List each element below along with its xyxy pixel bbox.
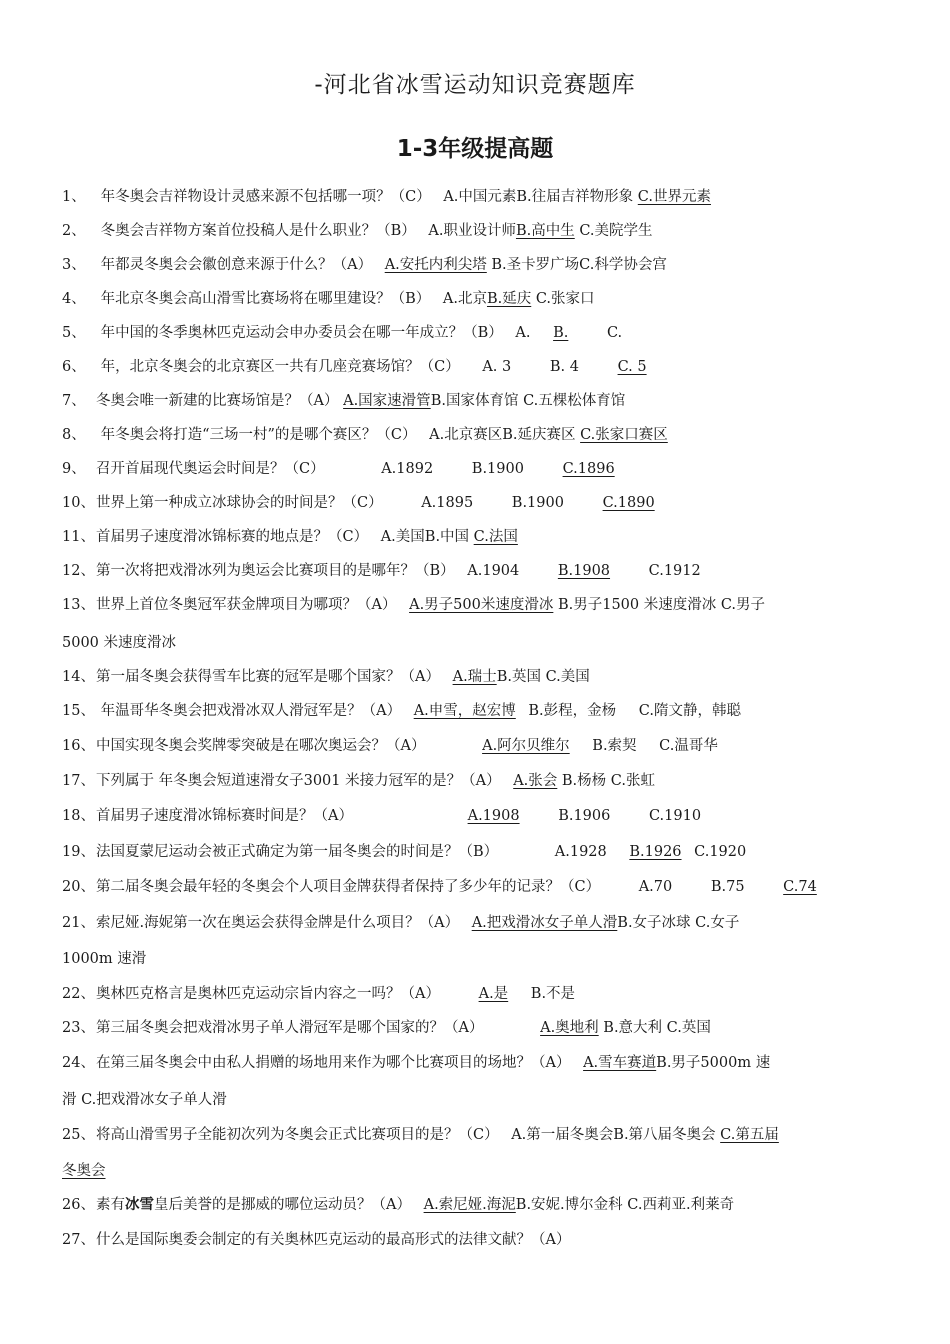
question-2 (62, 214, 888, 248)
option-b: B.彭程，金杨 (528, 703, 617, 719)
option-c: C.女子 (695, 915, 740, 931)
question-number: 13、 (62, 597, 95, 613)
option-b: B.杨杨 (561, 773, 607, 789)
option-b: B. (553, 325, 569, 341)
continuation-text: 5000 米速度滑冰 (62, 635, 177, 651)
continuation-text: 1000m 速滑 (62, 951, 147, 967)
question-number: 7、 (62, 393, 86, 409)
question-number: 18、 (62, 808, 95, 824)
option-b: B.第八届冬奥会 (613, 1127, 716, 1143)
option-a: A.男子500米速度滑冰 (409, 597, 554, 613)
option-c: C.西莉亚.利莱奇 (627, 1197, 735, 1213)
option-c: C. 5 (617, 359, 647, 375)
option-a: A.是 (478, 986, 509, 1002)
option-c: C.美院学生 (579, 223, 653, 239)
question-number: 11、 (62, 529, 95, 545)
option-a: A.1928 (554, 844, 607, 860)
question-14 (62, 660, 888, 694)
option-c: C.张家口 (535, 291, 595, 307)
option-c: C.74 (783, 879, 817, 895)
option-b: B.1906 (558, 808, 611, 824)
option-a: A.美国 (380, 529, 425, 545)
option-a: A.国家速滑管 (343, 393, 431, 409)
option-c: C.男子 (720, 597, 766, 613)
option-c: C.世界元素 (637, 189, 711, 205)
question-13 (62, 588, 888, 622)
question-number: 1、 (62, 189, 86, 205)
option-b: B.索契 (592, 738, 637, 754)
option-c: C.隋文静，韩聪 (638, 703, 741, 719)
question-text: 什么是国际奥委会制定的有关奥林匹克运动的最高形式的法律文献？（A） (96, 1232, 571, 1248)
question-6 (62, 350, 888, 384)
option-b: B.意大利 (603, 1020, 663, 1036)
question-19 (62, 835, 888, 869)
question-number: 20、 (62, 879, 95, 895)
option-b: B.延庆赛区 (502, 427, 576, 443)
option-c: C.1920 (694, 844, 747, 860)
question-number: 15、 (62, 703, 95, 719)
option-a: A.职业设计师 (428, 223, 516, 239)
question-text: 世界上首位冬奥冠军获金牌项目为哪项？（A） (96, 597, 397, 613)
option-c: C.张家口赛区 (580, 427, 668, 443)
option-b: B.不是 (530, 986, 576, 1002)
continuation-text: 冬奥会 (62, 1163, 106, 1179)
question-text: 世界上第一种成立冰球协会的时间是？（C） (96, 495, 383, 511)
question-24 (62, 1046, 888, 1080)
question-number: 16、 (62, 738, 95, 754)
question-10 (62, 486, 888, 520)
option-a: A.瑞士 (452, 669, 497, 685)
question-number: 22、 (62, 986, 95, 1002)
question-number: 12、 (62, 563, 95, 579)
question-25 (62, 1118, 888, 1152)
question-text: 第三届冬奥会把戏滑冰男子单人滑冠军是哪个国家的？（A） (96, 1020, 484, 1036)
option-c: C.1910 (648, 808, 702, 824)
question-number: 14、 (62, 669, 95, 685)
option-c: C.1896 (562, 461, 615, 477)
question-text: 年都灵冬奥会会徽创意来源于什么？（A） (100, 257, 373, 273)
question-text: 皇后美誉的是挪威的哪位运动员？（A） (154, 1197, 411, 1213)
question-13-continuation (62, 626, 888, 660)
option-a: A.奥地利 (540, 1020, 599, 1036)
document-title: -河北省冰雪运动知识竞赛题库 (314, 72, 636, 98)
question-text: 年冬奥会将打造“三场一村”的是哪个赛区？（C） (100, 427, 417, 443)
option-b: B.1900 (471, 461, 524, 477)
option-a: A.把戏滑冰女子单人滑 (471, 915, 618, 931)
option-b: B.国家体育馆 (430, 393, 519, 409)
option-b: B.1908 (557, 563, 611, 579)
document-subtitle: 1-3年级提高题 (396, 136, 554, 162)
question-number: 21、 (62, 915, 95, 931)
question-text: 法国夏蒙尼运动会被正式确定为第一届冬奥会的时间是？（B） (96, 844, 499, 860)
continuation-text: 滑 C.把戏滑冰女子单人滑 (62, 1092, 227, 1108)
option-b: B.英国 (496, 669, 541, 685)
question-number: 5、 (62, 325, 86, 341)
question-text: 首届男子速度滑冰锦标赛时间是？（A） (96, 808, 353, 824)
question-12 (62, 554, 888, 588)
option-c: C.英国 (666, 1020, 711, 1036)
question-text: 召开首届现代奥运会时间是？（C） (96, 461, 325, 477)
option-a: A.第一届冬奥会 (511, 1127, 614, 1143)
option-a: A. 3 (482, 359, 512, 375)
question-17 (62, 764, 888, 798)
question-22 (62, 977, 888, 1011)
question-text: 下列属于 年冬奥会短道速滑女子3001 米接力冠军的是？（A） (96, 773, 501, 789)
question-text: 索尼娅.海妮第一次在奥运会获得金牌是什么项目？（A） (96, 915, 460, 931)
question-text: 第一届冬奥会获得雪车比赛的冠军是哪个国家？（A） (96, 669, 440, 685)
option-a: A.1908 (467, 808, 520, 824)
question-text: 在第三届冬奥会中由私人捐赠的场地用来作为哪个比赛项目的场地？（A） (96, 1055, 571, 1071)
question-number: 17、 (62, 773, 95, 789)
question-26 (62, 1188, 888, 1222)
option-a: A.1904 (467, 563, 520, 579)
question-20 (62, 870, 888, 904)
option-a: A.雪车赛道 (583, 1055, 657, 1071)
option-a: A.1892 (381, 461, 434, 477)
question-number: 8、 (62, 427, 86, 443)
option-c: C.第五届 (720, 1127, 779, 1143)
option-b: B.安妮.博尔金科 (515, 1197, 623, 1213)
question-number: 27、 (62, 1232, 95, 1248)
option-a: A.中国元素 (443, 189, 517, 205)
option-a: A.阿尔贝维尔 (482, 738, 570, 754)
question-number: 25、 (62, 1127, 95, 1143)
option-b: B.往届吉祥物形象 (516, 189, 634, 205)
question-text: 冬奥会吉祥物方案首位投稿人是什么职业？（B） (100, 223, 416, 239)
question-text-prefix: 素有 (96, 1197, 125, 1213)
question-text: 将高山滑雪男子全能初次列为冬奥会正式比赛项目的是？（C） (96, 1127, 499, 1143)
question-25-continuation (62, 1154, 888, 1188)
option-b: B.高中生 (515, 223, 575, 239)
option-b: B.女子冰球 (617, 915, 691, 931)
option-a: A.70 (638, 879, 673, 895)
question-text: 首届男子速度滑冰锦标赛的地点是？（C） (96, 529, 369, 545)
question-number: 26、 (62, 1197, 95, 1213)
option-b: B. 4 (549, 359, 579, 375)
question-27 (62, 1223, 888, 1257)
option-c: C.张虹 (610, 773, 655, 789)
option-b: B.延庆 (486, 291, 532, 307)
question-number: 2、 (62, 223, 86, 239)
question-4 (62, 282, 888, 316)
question-number: 24、 (62, 1055, 95, 1071)
option-b: B.圣卡罗广场 (491, 257, 580, 273)
option-b: B.1926 (629, 844, 682, 860)
question-text: 冬奥会唯一新建的比赛场馆是？（A） (96, 393, 339, 409)
option-c: C. (606, 325, 623, 341)
option-c: C.美国 (545, 669, 590, 685)
option-a: A.北京赛区 (429, 427, 503, 443)
option-c: C.五棵松体育馆 (523, 393, 626, 409)
option-c: C.科学协会宫 (579, 257, 667, 273)
question-number: 6、 (62, 359, 86, 375)
question-23 (62, 1011, 888, 1045)
option-c: C.温哥华 (659, 738, 718, 754)
question-number: 19、 (62, 844, 95, 860)
question-number: 10、 (62, 495, 95, 511)
question-text-bold: 冰雪 (125, 1197, 154, 1213)
question-9 (62, 452, 888, 486)
question-21 (62, 906, 888, 940)
question-number: 3、 (62, 257, 86, 273)
question-15 (62, 694, 888, 728)
question-7 (62, 384, 888, 418)
option-c: C.1912 (648, 563, 701, 579)
option-c: C.法国 (473, 529, 518, 545)
option-a: A. (515, 325, 531, 341)
question-text: 年中国的冬季奥林匹克运动会申办委员会在哪一年成立？（B） (100, 325, 503, 341)
option-b: B.男子5000m 速 (656, 1055, 771, 1071)
question-24-continuation (62, 1083, 888, 1117)
option-b: B.男子1500 米速度滑冰 (557, 597, 717, 613)
option-a: A.张会 (513, 773, 558, 789)
option-a: A.申雪，赵宏博 (413, 703, 516, 719)
question-5 (62, 316, 888, 350)
question-text: 第一次将把戏滑冰列为奥运会比赛项目的是哪年？（B） (96, 563, 455, 579)
option-a: A.北京 (442, 291, 487, 307)
question-text: 年，北京冬奥会的北京赛区一共有几座竞赛场馆？（C） (100, 359, 460, 375)
question-text: 年北京冬奥会高山滑雪比赛场将在哪里建设？（B） (100, 291, 431, 307)
option-a: A.安托内利尖塔 (384, 257, 487, 273)
option-a: A.1895 (421, 495, 474, 511)
question-1 (62, 180, 888, 214)
question-21-continuation (62, 942, 888, 976)
question-11 (62, 520, 888, 554)
question-text: 中国实现冬奥会奖牌零突破是在哪次奥运会？（A） (96, 738, 426, 754)
question-number: 4、 (62, 291, 86, 307)
option-b: B.中国 (424, 529, 470, 545)
question-text: 第二届冬奥会最年轻的冬奥会个人项目金牌获得者保持了多少年的记录？（C） (96, 879, 601, 895)
question-text: 年冬奥会吉祥物设计灵感来源不包括哪一项？（C） (100, 189, 431, 205)
question-text: 年温哥华冬奥会把戏滑冰双人滑冠军是？（A） (100, 703, 402, 719)
question-8 (62, 418, 888, 452)
option-b: B.1900 (511, 495, 564, 511)
question-3 (62, 248, 888, 282)
option-a: A.索尼娅.海泥 (423, 1197, 516, 1213)
option-b: B.75 (710, 879, 745, 895)
question-number: 23、 (62, 1020, 95, 1036)
option-c: C.1890 (602, 495, 655, 511)
question-16 (62, 729, 888, 763)
question-number: 9、 (62, 461, 86, 477)
question-18 (62, 799, 888, 833)
question-text: 奥林匹克格言是奥林匹克运动宗旨内容之一吗？（A） (96, 986, 440, 1002)
